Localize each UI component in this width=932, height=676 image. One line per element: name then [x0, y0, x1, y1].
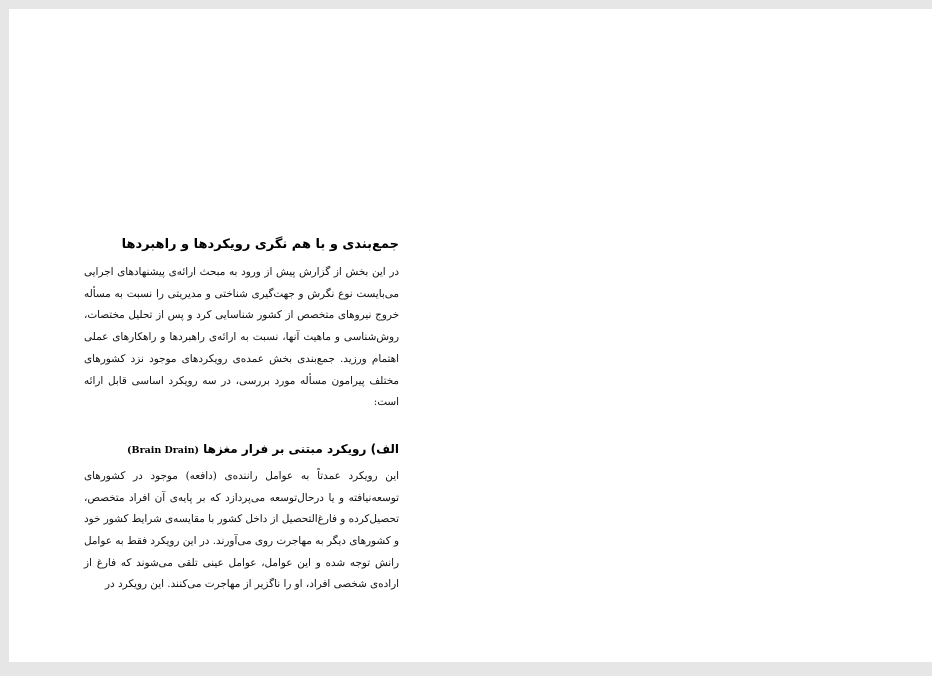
subsection-a-paragraph: این رویکرد عمدتاً به عوامل راننده‌ی (دافعه) موجود در کشورهای توسعه‌نیافته و یا درحال‌توسعه می‌پردازد که بر پایه‌ی آن افراد متخصص، تحصیل‌کرده و فارغ‌التحصیل از داخل کشور با مقایسه‌ی شرایط کشور خود و کشورهای دیگر به مهاجرت روی می‌آورند. در این رویکرد فقط به عوامل رانش توجه شده و این عوامل، عوامل عینی تلقی می‌شوند که فارغ از اراده‌ی شخصی افراد، او را ناگزیر از مهاجرت می‌کنند. این رویکرد در: [84, 469, 399, 591]
section-title: جمع‌بندی و با هم نگری رویکردها و راهبردها: [121, 237, 399, 252]
subsection-a-title-latin: (Brain Drain): [127, 444, 199, 456]
subsection-a-title-text: الف) رویکرد مبتنی بر فرار مغزها: [203, 441, 399, 456]
intro-paragraph: در این بخش از گزارش پیش از ورود به مبحث ارائه‌ی پیشنهادهای اجرایی می‌بایست نوع نگرش و جهت‌گیری شناختی و مدیریتی را نسبت به مسأله خروج نیروهای متخصص از کشور شناسایی کرد و پس از تحلیل مختصات، روش‌شناسی و ماهیت آنها، نسبت به ارائه‌ی راهبردها و راهکارهای عملی اهتمام ورزید. جمع‌بندی بخش عمده‌ی رویکردهای موجود نزد کشورهای مختلف پیرامون مسأله مورد بررسی، در سه رویکرد اساسی قابل ارائه است:: [84, 266, 399, 409]
subsection-a-title: [84, 438, 399, 462]
document-page: [9, 9, 932, 662]
text-column: [84, 234, 399, 596]
